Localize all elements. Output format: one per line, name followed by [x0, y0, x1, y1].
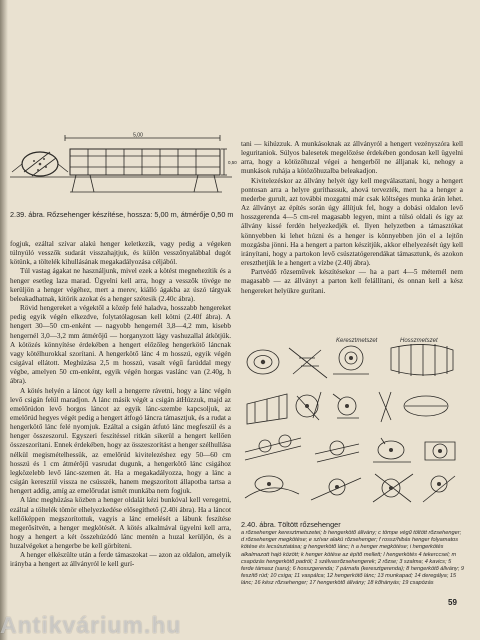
dimension-length: 5,00	[133, 132, 143, 139]
paragraph: fogjuk, ezáltal szívar alakú henger keletkezik, vagy pedig a végeken túlnyúló vesszők sudarát visszahajtjuk, és külön vesszőnyalábbal dugót kötünk, a töltelék kihullásának megakadályozása céljából.	[10, 240, 231, 267]
figure-240-caption: 2.40. ábra. Töltött rőzsehenger	[241, 520, 341, 529]
paragraph: A lánc meghúzása közben a henger oldalát kézi bunkóval kell veregetni, ezáltal a töltelék tömör elhelyezkedése elősegíthető (2.40i ábra). Ha a láncot kellőképpen megszorítottuk, vagyis a lánc emelését a lábunk feszítése megerősítvén, a henger megkötését. A kötés alkalmával ügyelni kell arra, hogy a hengert a két összehúzódó lánc mentén a huzal kerüljön, és a huzalvégeket a hengerbe be kell görbíteni.	[10, 496, 231, 551]
paragraph: A kötés helyén a láncot úgy kell a hengerre rávetni, hogy a lánc végén levő csigán felül maradjon. A lánc másik végét a csigán átHúzzuk, majd az emelőrúdon levő horgos láncot az egyik lánc-szembe kapcsoljuk, az emelőrúd hegyes végét pedig a hengert átfogó láncra támasztjuk, és a rudat a hengerkötő lánc felé nyomjuk. Ezáltal a csigán átfutó lánc megfeszül és a henger összeszorul. Egyszeri feszítéssel ritkán sikerül a hengert kellően összeszorítani. Ennek érdekében, hogy az összeszorítást a henger szélhullása nélkül megismételhessük, az emelőrúd kivitelezéshez egy 50—60 cm hosszú és 1 cm átmérőjű vasrudat dugunk, a hengerkötő lánc csigához legközelebb levő lánc-szemen át. Ha a megakadályozza, hogy a lánc a csigán keresztül vissza ne csússzék, hanem megszorított állapotba tartsa a hengert addig, amíg az emelőrudat ismét munkába nem fogjuk.	[10, 386, 231, 496]
paragraph: A henger elkészülte után a ferde támaszokat — azon az oldalon, amelyik irányba a hengert az állványról le kell gurí-	[10, 551, 231, 569]
dimension-diameter: 0,50	[228, 160, 237, 165]
paragraph: Kivitelezéskor az állvány helyét úgy kell megválasztani, hogy a hengert pontosan arra a helyre guríthassuk, ahová tervezték, mert ha a henger a mederbe gurult, azt további mozgatni már csak költséges munka árán lehet. Az állványt az építés során úgy állítjuk fel, hogy a dobási oldalon levő hosszgerenda 4—5 cm-rel magasabb legyen, mint a túlsó oldali és így az állvány kissé ferdén helyezkedjék el. Ilyen helyzetben a támasztókat könnyebben ki lehet húzni és a henger is könnyebben jön el a lejtőn mozgásba jönni. Ha a hengert a parton készítjük, akkor elhelyezését úgy kell irányítani, hogy a partokon levő csúsztatógerendákat támasztunk, és azokon ereszthetjük le a hengert a vízbe (2.40j ábra).	[241, 176, 463, 268]
right-text-column	[241, 140, 463, 296]
cross-section-label: Keresztmetszet	[336, 338, 378, 344]
figure-240-drawing	[241, 334, 463, 516]
figure-239-drawing	[10, 132, 237, 206]
left-text-column	[10, 240, 231, 570]
paragraph: Túl vastag ágakat ne használjunk, mivel ezek a kötést megnehezítik és a henger esetleg laza marad. Ügyelni kell arra, hogy a vesszők tövége ne kerüljön a henger végéhez, mert a merev, kiálló ágakba az úszó tárgyak beleakadhatnak, kitörik azokat és a henger szétesik (2.40c ábra).	[10, 267, 231, 303]
page-gutter-shadow	[0, 0, 8, 640]
paragraph: tani — kihúzzuk. A munkásoknak az állványról a hengert vezényszóra kell leguritaniok. Súlyos balesetek megelőzése érdekében gondosan kell ügyelni arra, hogy a kötözőhuzal végei a hengerből ne álljanak ki, nehogy a munkások ruhája a kötözőhuzalba beleakadjon.	[241, 140, 463, 176]
watermark: Antikvárium.hu	[0, 612, 182, 638]
page-number: 59	[448, 598, 457, 607]
figure-240-legend: a rőzsehenger keresztmetszetei; b hengerkötő állvány; c tömpe végű töltött rőzsehenger; d rőzsehenger megkötése; e szívar alakú rőzsehenger; f rossz/hibás henger folyamatos kötése és lecsúsztatása; g hengerkötő lánc; h a henger megkötése; i hengerkötés alkalmazott hajó között; k henger kötése az építő mellett; l hengerkötés 4 tekerccsel; m csapózás hengerkötő padról; 1 szélvasrőzsehengerek; 2 rőzse; 3 szalma; 4 kavics; 5 ferde támasz (saru); 6 hosszgerenda; 7 párnafa (keresztgerenda); 8 hengerkötő állvány; 9 feszítő rúd; 10 csiga; 11 vaspálca; 12 hengerkötő lánc; 13 munkapad; 14 deregálya; 15 lánc; 16 kész rőzsehenger; 17 hengerkötő állvány; 18 kőhányás; 19 csapózás	[241, 530, 464, 587]
paragraph: Partvédő rőzseművek készítésekor — ha a part 4—5 méternél nem magasabb — az állványt a parton kell felállítani, és onnan kell a kész hengereket helyükre gurítani.	[241, 268, 463, 295]
longitudinal-section-label: Hosszmetszet	[400, 338, 438, 344]
paragraph: Rövid hengereket a végektől a közép felé haladva, hosszabb hengereket pedig egyik végén elkezdve, folytatólagosan kell kötni (2.40f ábra). A hengert 30—50 cm-enként — nagyobb hengernél 3,8—4,2 mm, kisebb hengernél 3,0—3,2 mm átmérőjű — horganyzott lágy vashuzallal átkötjük. A kötözés könnyítése érdekében a hengert előzőleg hengerkötő láncnak vagy kötélhurokkal szorítani. A hengerkötő lánc 4 m hosszú, egyik végén csigával ellátott. Meghúzása 2,5 m hosszú, vasalt végű farúddal megy végbe, amelyen 50 cm-enként, egyik végén horgas vaslánc van (2.40g, h ábra).	[10, 304, 231, 386]
figure-239-caption: 2.39. ábra. Rőzsehenger készítése, hossza: 5,00 m, átmérője 0,50 m	[10, 210, 234, 219]
